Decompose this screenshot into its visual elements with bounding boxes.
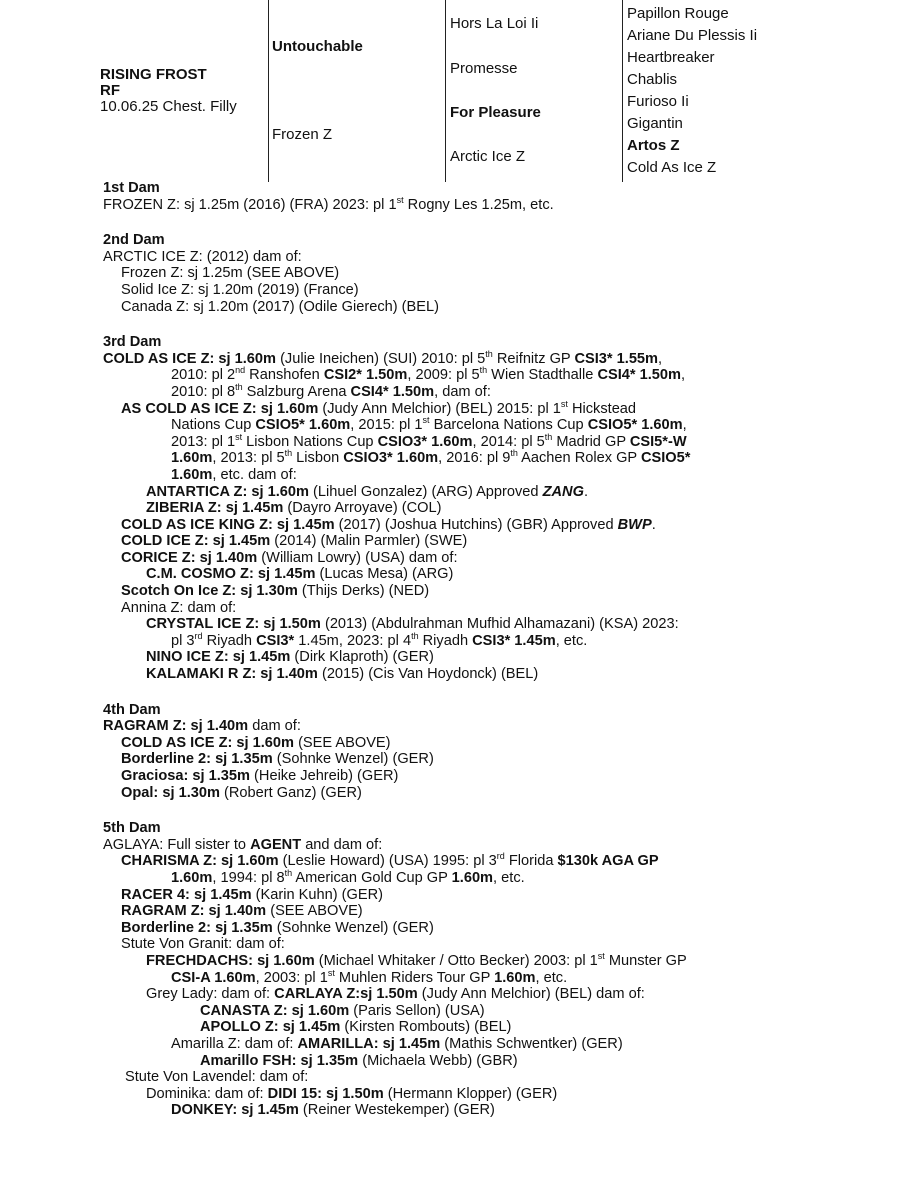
record-text: , 2009: pl 5: [407, 367, 480, 384]
record-text: CRYSTAL ICE Z: sj 1.50m: [146, 616, 321, 633]
record-text: Rogny Les 1.25m, etc.: [403, 196, 554, 213]
record-text: Stute Von Granit: dam of:: [121, 936, 285, 953]
record-line: [103, 533, 883, 550]
record-line: [103, 194, 883, 214]
record-line: [103, 953, 883, 970]
record-text: APOLLO Z: sj 1.45m: [200, 1019, 341, 1036]
record-text: (Paris Sellon) (USA): [349, 1002, 485, 1019]
record-text: Frozen Z: sj 1.25m (SEE ABOVE): [121, 265, 340, 282]
record-text: (Judy Ann Melchior) (BEL) dam of:: [417, 986, 645, 1003]
record-text: American Gold Cup GP: [292, 869, 452, 886]
pedigree-chart: [0, 0, 897, 182]
record-text: ,: [658, 350, 663, 367]
record-text: pl 3: [171, 632, 195, 649]
ordinal-suffix: th: [510, 448, 518, 459]
record-text: Nations Cup: [171, 417, 256, 434]
section-gap: [103, 683, 883, 702]
record-text: 1.60m: [494, 969, 536, 986]
record-text: DONKEY: sj 1.45m: [171, 1102, 299, 1119]
record-line: [103, 936, 883, 953]
record-text: NINO ICE Z: sj 1.45m: [146, 649, 291, 666]
record-text: Munster GP: [604, 952, 687, 969]
record-text: ,: [681, 367, 686, 384]
record-line: [103, 1102, 883, 1119]
record-line: [103, 431, 883, 451]
record-line: [103, 785, 883, 802]
record-text: (Robert Ganz) (GER): [219, 784, 362, 801]
ordinal-suffix: st: [396, 194, 404, 205]
horse-name: RISING FROST: [100, 66, 207, 83]
record-text: CSIO3* 1.60m: [377, 433, 473, 450]
record-text: , 2016: pl 9: [438, 450, 511, 467]
record-line: [103, 367, 883, 384]
record-text: Stute Von Lavendel: dam of:: [125, 1069, 309, 1086]
record-text: Florida: [504, 853, 558, 870]
record-text: CSI4* 1.50m: [597, 367, 682, 384]
record-text: (Karin Kuhn) (GER): [251, 886, 383, 903]
record-text: Annina Z: dam of:: [121, 599, 237, 616]
record-text: Madrid GP: [552, 433, 630, 450]
record-text: (Kirsten Rombouts) (BEL): [340, 1019, 512, 1036]
record-text: Graciosa: sj 1.35m: [121, 768, 250, 784]
ordinal-suffix: st: [422, 415, 430, 426]
pedigree-gen3-ancestor: Cold As Ice Z: [627, 159, 717, 176]
record-line: [103, 417, 883, 434]
record-text: (Sohnke Wenzel) (GER): [272, 919, 434, 936]
record-line: [103, 265, 883, 282]
ordinal-suffix: th: [284, 448, 293, 459]
record-text: ZIBERIA Z: sj 1.45m: [146, 500, 284, 517]
record-text: 1.60m: [171, 466, 213, 483]
record-text: (2014) (Malin Parmler) (SWE): [270, 533, 468, 550]
record-text: (2013) (Abdulrahman Mufhid Alhamazani) (KSA) 2023:: [320, 616, 679, 633]
record-line: [103, 630, 883, 650]
dam-heading: 2nd Dam: [103, 232, 165, 249]
record-text: (Julie Ineichen) (SUI) 2010: pl 5: [276, 350, 486, 367]
record-line: [103, 398, 883, 418]
section-gap: [103, 801, 883, 820]
horse-suffix: RF: [100, 82, 120, 99]
record-text: CSIO3* 1.60m: [343, 450, 439, 467]
record-text: Lisbon Nations Cup: [242, 433, 378, 450]
ordinal-suffix: st: [327, 967, 335, 978]
record-text: COLD AS ICE KING Z: sj 1.45m: [121, 516, 335, 533]
record-text: 2010: pl 2: [171, 367, 236, 384]
record-text: 1.45m, 2023: pl 4: [298, 632, 412, 649]
record-line: [103, 450, 883, 467]
record-text: Grey Lady: dam of:: [146, 986, 275, 1003]
record-line: [103, 583, 883, 600]
pedigree-gen1-ancestor: Untouchable: [272, 38, 363, 55]
record-text: RACER 4: sj 1.45m: [121, 886, 252, 903]
record-text: dam of:: [248, 718, 301, 735]
record-text: , etc. dam of:: [212, 466, 297, 483]
dam-heading: 4th Dam: [103, 701, 161, 718]
record-text: Reifnitz GP: [492, 350, 575, 367]
record-line: [103, 649, 883, 666]
record-text: BWP: [617, 516, 652, 533]
record-text: RAGRAM Z: sj 1.40m: [103, 718, 249, 735]
ordinal-suffix: st: [235, 431, 243, 442]
record-line: [103, 616, 883, 633]
ordinal-suffix: th: [479, 365, 488, 376]
record-text: (SEE ABOVE): [294, 734, 391, 751]
record-text: ANTARTICA Z: sj 1.60m: [146, 483, 309, 500]
record-line: [103, 500, 883, 517]
record-text: Wien Stadthalle: [487, 367, 598, 384]
record-text: CSIO5* 1.60m: [255, 417, 351, 434]
record-line: [103, 1003, 883, 1020]
record-text: .: [583, 483, 589, 500]
record-text: (Heike Jehreib) (GER): [250, 768, 399, 784]
record-text: 1.60m: [451, 869, 494, 886]
record-line: [103, 666, 883, 683]
record-line: [103, 550, 883, 567]
record-line: [103, 348, 883, 368]
record-text: (Judy Ann Melchior) (BEL) 2015: pl 1: [318, 400, 561, 417]
record-text: (Michaela Webb) (GBR): [358, 1052, 518, 1069]
pedigree-gen2-ancestor: For Pleasure: [450, 104, 541, 121]
record-text: AGENT: [250, 836, 302, 853]
record-text: (2017) (Joshua Hutchins) (GBR) Approved: [334, 516, 618, 533]
record-line: [103, 870, 883, 887]
pedigree-gen2-ancestor: Arctic Ice Z: [450, 148, 526, 165]
record-text: Borderline 2: sj 1.35m: [121, 919, 273, 936]
record-text: , 2003: pl 1: [255, 969, 328, 986]
record-text: RAGRAM Z: sj 1.40m: [121, 903, 267, 920]
record-text: (Reiner Westekemper) (GER): [298, 1102, 495, 1119]
record-text: COLD AS ICE Z: sj 1.60m: [103, 350, 277, 367]
record-text: .: [651, 516, 656, 533]
record-line: [103, 718, 883, 735]
ordinal-suffix: nd: [235, 365, 246, 376]
ordinal-suffix: th: [411, 630, 419, 641]
dam-heading: 5th Dam: [103, 820, 161, 837]
section-gap: [103, 213, 883, 232]
record-text: Amarillo FSH: sj 1.35m: [200, 1052, 359, 1069]
record-line: [103, 467, 883, 484]
record-text: C.M. COSMO Z: sj 1.45m: [146, 566, 316, 583]
record-line: [103, 249, 883, 266]
record-text: CSI3*: [256, 632, 299, 649]
produce-record: [103, 180, 883, 1119]
record-text: CSI-A 1.60m: [171, 969, 256, 986]
record-text: CSI2* 1.50m: [323, 367, 408, 384]
record-text: 1.60m: [171, 869, 213, 886]
record-text: Riyadh: [202, 632, 257, 649]
record-text: (Mathis Schwentker) (GER): [440, 1035, 623, 1052]
record-text: AS COLD AS ICE Z: sj 1.60m: [121, 400, 319, 417]
record-text: Amarilla Z: dam of:: [171, 1035, 298, 1052]
record-text: FROZEN Z: sj 1.25m (2016) (FRA) 2023: pl 1: [103, 196, 397, 213]
record-text: Scotch On Ice Z: sj 1.30m: [121, 583, 298, 600]
dam-heading: 1st Dam: [103, 180, 160, 196]
record-text: (Hermann Klopper) (GER): [383, 1085, 558, 1102]
ordinal-suffix: st: [560, 398, 568, 409]
record-text: AGLAYA: Full sister to: [103, 836, 251, 853]
record-text: KALAMAKI R Z: sj 1.40m: [146, 666, 318, 683]
record-text: (Leslie Howard) (USA) 1995: pl 3: [278, 853, 497, 870]
record-text: Riyadh: [418, 632, 473, 649]
record-text: , dam of:: [434, 383, 491, 400]
section-gap: [103, 315, 883, 334]
ordinal-suffix: st: [597, 951, 605, 962]
record-text: , 1994: pl 8: [212, 869, 285, 886]
pedigree-gen1-ancestor: Frozen Z: [272, 126, 333, 143]
record-text: Aachen Rolex GP: [517, 450, 641, 467]
record-line: [103, 600, 883, 617]
ordinal-suffix: th: [485, 348, 493, 359]
record-line: [103, 967, 883, 987]
record-text: 2013: pl 1: [171, 433, 236, 450]
record-line: [103, 299, 883, 316]
ordinal-suffix: rd: [194, 630, 203, 641]
record-text: COLD AS ICE Z: sj 1.60m: [121, 734, 295, 751]
record-text: ARCTIC ICE Z: (2012) dam of:: [103, 248, 302, 265]
dam-heading: 3rd Dam: [103, 334, 162, 351]
record-text: Hickstead: [567, 400, 637, 417]
record-text: Opal: sj 1.30m: [121, 784, 220, 801]
record-text: CSI4* 1.50m: [350, 383, 435, 400]
record-text: DIDI 15: sj 1.50m: [267, 1085, 384, 1102]
record-text: and dam of:: [301, 836, 383, 853]
record-text: CSI5*-W: [629, 433, 687, 450]
record-line: [103, 1086, 883, 1103]
pedigree-gen3-ancestor: Ariane Du Plessis Ii: [627, 27, 758, 44]
record-line: [103, 751, 883, 768]
pedigree-gen3-ancestor: Gigantin: [627, 115, 683, 132]
record-line: [103, 853, 883, 870]
ordinal-suffix: th: [284, 868, 293, 879]
record-text: AMARILLA: sj 1.45m: [297, 1035, 441, 1052]
record-text: ,: [682, 417, 687, 434]
record-text: (Dayro Arroyave) (COL): [283, 500, 442, 517]
horse-info: 10.06.25 Chest. Filly: [100, 98, 237, 115]
record-text: (Sohnke Wenzel) (GER): [272, 751, 434, 768]
pedigree-divider-2: [445, 0, 446, 182]
record-text: (William Lowry) (USA) dam of:: [257, 549, 458, 566]
record-line: [103, 384, 883, 401]
ordinal-suffix: rd: [496, 851, 505, 862]
record-text: Salzburg Arena: [242, 383, 351, 400]
record-text: CSI3* 1.45m: [472, 632, 556, 649]
record-text: , etc.: [493, 869, 525, 886]
pedigree-gen3-ancestor: Papillon Rouge: [627, 5, 729, 22]
record-line: [103, 282, 883, 299]
record-text: $130k AGA GP: [557, 853, 659, 870]
record-text: CHARISMA Z: sj 1.60m: [121, 853, 279, 870]
record-text: Muhlen Riders Tour GP: [334, 969, 495, 986]
record-text: , 2014: pl 5: [472, 433, 545, 450]
record-text: Lisbon: [292, 450, 344, 467]
record-text: CSIO5*: [640, 450, 691, 467]
record-text: ZANG: [542, 483, 584, 500]
record-line: [103, 484, 883, 501]
record-text: 2010: pl 8: [171, 383, 236, 400]
record-text: COLD ICE Z: sj 1.45m: [121, 533, 271, 550]
pedigree-divider-3: [622, 0, 623, 182]
pedigree-gen3-ancestor: Artos Z: [627, 137, 680, 154]
record-text: (Michael Whitaker / Otto Becker) 2003: pl 1: [314, 952, 598, 969]
record-line: [103, 1019, 883, 1036]
record-line: [103, 735, 883, 752]
record-text: , etc.: [535, 969, 568, 986]
record-text: CSI3* 1.55m: [574, 350, 659, 367]
record-line: [103, 1036, 883, 1053]
record-text: (Dirk Klaproth) (GER): [290, 649, 434, 666]
record-text: Barcelona Nations Cup: [429, 417, 588, 434]
record-line: [103, 887, 883, 904]
record-text: (Thijs Derks) (NED): [297, 583, 430, 600]
record-text: (Lucas Mesa) (ARG): [315, 566, 454, 583]
record-text: Solid Ice Z: sj 1.20m (2019) (France): [121, 281, 359, 298]
record-text: 1.60m: [171, 450, 213, 467]
record-text: , 2013: pl 5: [212, 450, 285, 467]
record-text: Ranshofen: [245, 367, 324, 384]
record-text: CORICE Z: sj 1.40m: [121, 549, 258, 566]
record-line: [103, 920, 883, 937]
pedigree-gen2-ancestor: Promesse: [450, 60, 518, 77]
record-text: , etc.: [555, 632, 588, 649]
record-line: [103, 517, 883, 534]
record-text: , 2015: pl 1: [350, 417, 423, 434]
record-text: CARLAYA Z:sj 1.50m: [274, 986, 418, 1003]
record-text: (SEE ABOVE): [266, 903, 363, 920]
record-text: Borderline 2: sj 1.35m: [121, 751, 273, 768]
record-text: Dominika: dam of:: [146, 1085, 268, 1102]
record-line: [103, 837, 883, 854]
record-line: [103, 986, 883, 1003]
pedigree-gen2-ancestor: Hors La Loi Ii: [450, 15, 539, 32]
record-text: FRECHDACHS: sj 1.60m: [146, 952, 315, 969]
record-line: [103, 1069, 883, 1086]
pedigree-gen3-ancestor: Heartbreaker: [627, 49, 715, 66]
record-line: [103, 1053, 883, 1070]
record-text: CANASTA Z: sj 1.60m: [200, 1002, 350, 1019]
pedigree-gen3-ancestor: Chablis: [627, 71, 678, 88]
record-text: CSIO5* 1.60m: [587, 417, 683, 434]
record-text: Canada Z: sj 1.20m (2017) (Odile Gierech) (BEL): [121, 298, 439, 315]
record-text: (Lihuel Gonzalez) (ARG) Approved: [308, 483, 543, 500]
record-text: (2015) (Cis Van Hoydonck) (BEL): [317, 666, 539, 683]
ordinal-suffix: th: [544, 431, 553, 442]
record-line: [103, 566, 883, 583]
ordinal-suffix: th: [235, 382, 243, 393]
record-line: [103, 903, 883, 920]
pedigree-divider-1: [268, 0, 269, 182]
pedigree-gen3-ancestor: Furioso Ii: [627, 93, 689, 110]
record-line: [103, 768, 883, 785]
